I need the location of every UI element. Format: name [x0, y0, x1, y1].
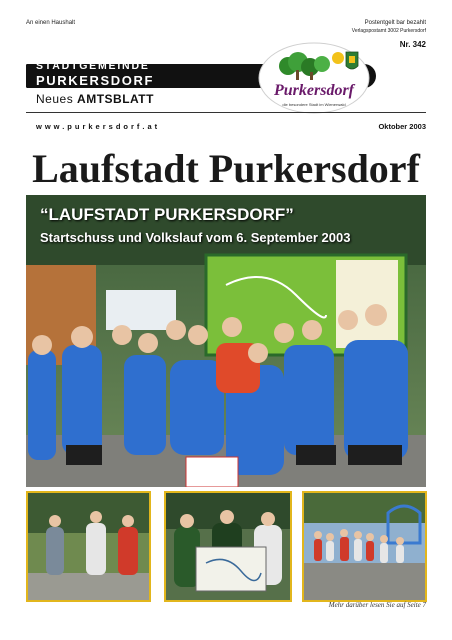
continued-note: Mehr darüber lesen Sie auf Seite 7 — [328, 601, 426, 609]
masthead-amtsblatt: AMTSBLATT — [77, 92, 154, 106]
cover-headline: “LAUFSTADT PURKERSDORF” — [40, 205, 294, 224]
website-url: www.purkersdorf.at — [36, 122, 161, 131]
issue-date: Oktober 2003 — [378, 122, 426, 131]
thumbnail-3-graphic — [304, 493, 425, 600]
postage-line-2: Verlagspostamt 3002 Purkersdorf — [351, 28, 426, 34]
page-title: Laufstadt Purkersdorf — [32, 146, 420, 191]
town-logo — [258, 42, 370, 114]
logo-tagline: die besondere Stadt im Wienerwald — [282, 102, 346, 107]
thumbnail-photo-1 — [26, 491, 151, 602]
masthead-line-3 — [36, 92, 154, 106]
masthead-neues: Neues — [36, 92, 74, 106]
thumbnail-2-graphic — [166, 493, 290, 600]
issue-number: Nr. 342 — [399, 40, 426, 49]
cover-subhead: Startschuss und Volkslauf vom 6. September 2003 — [40, 230, 351, 245]
thumbnail-photo-2 — [164, 491, 292, 602]
masthead-line-2: PURKERSDORF — [36, 73, 154, 88]
masthead-line-1: STADTGEMEINDE — [36, 60, 150, 72]
thumbnail-photo-3 — [302, 491, 427, 602]
household-note: An einen Haushalt — [26, 20, 76, 26]
logo-wordmark: Purkersdorf — [273, 82, 354, 99]
thumbnail-1-graphic — [28, 493, 149, 600]
divider-line — [26, 112, 426, 113]
postage-line-1: Postentgelt bar bezahlt — [364, 20, 426, 26]
